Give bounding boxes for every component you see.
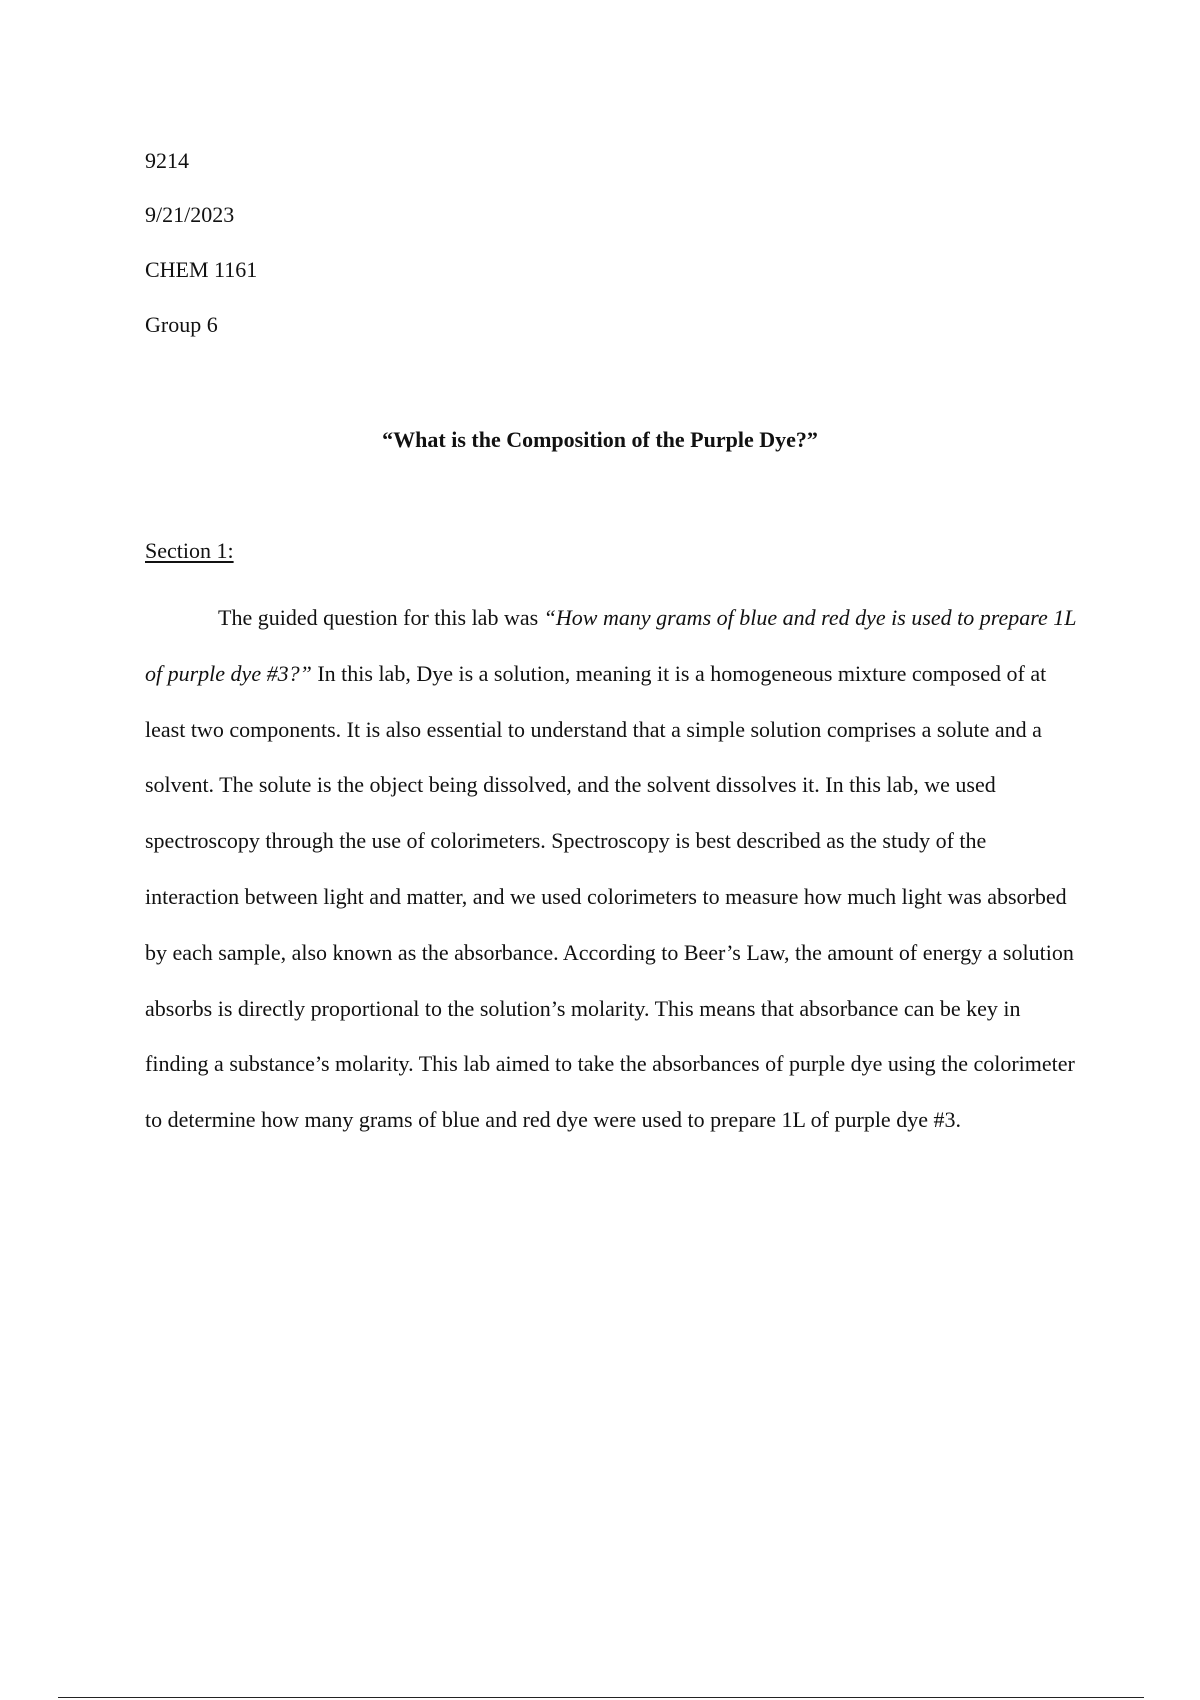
page-bottom-rule xyxy=(58,1697,1144,1698)
group-label: Group 6 xyxy=(145,312,218,337)
guided-question: “How many grams of blue and red dye is used to prepare 1L of purple dye #3?” xyxy=(145,605,1077,686)
document-title: “What is the Composition of the Purple Dye?” xyxy=(382,427,818,452)
paragraph-intro: The guided question for this lab was xyxy=(218,605,544,630)
paragraph-body: In this lab, Dye is a solution, meaning it is a homogeneous mixture composed of at least two components. It is also essential to understand that a simple solution comprises a solute and a solvent. The solute is the object being dissolved, and the solvent dissolves it. In this lab, we used spectroscopy through the use of colorimeters. Spectroscopy is best described as the study of the interaction between light and matter, and we used colorimeters to measure how much light was absorbed by each sample, also known as the absorbance. According to Beer’s Law, the amount of energy a solution absorbs is directly proportional to the solution’s molarity. This means that absorbance can be key in finding a substance’s molarity. This lab aimed to take the absorbances of purple dye using the colorimeter to determine how many grams of blue and red dye were used to prepare 1L of purple dye #3. xyxy=(145,660,1075,1133)
student-id: 9214 xyxy=(145,148,189,173)
section-1-heading: Section 1: xyxy=(145,538,234,563)
report-date: 9/21/2023 xyxy=(145,202,235,227)
section-1-paragraph xyxy=(145,590,1085,1148)
course-code: CHEM 1161 xyxy=(145,257,258,282)
